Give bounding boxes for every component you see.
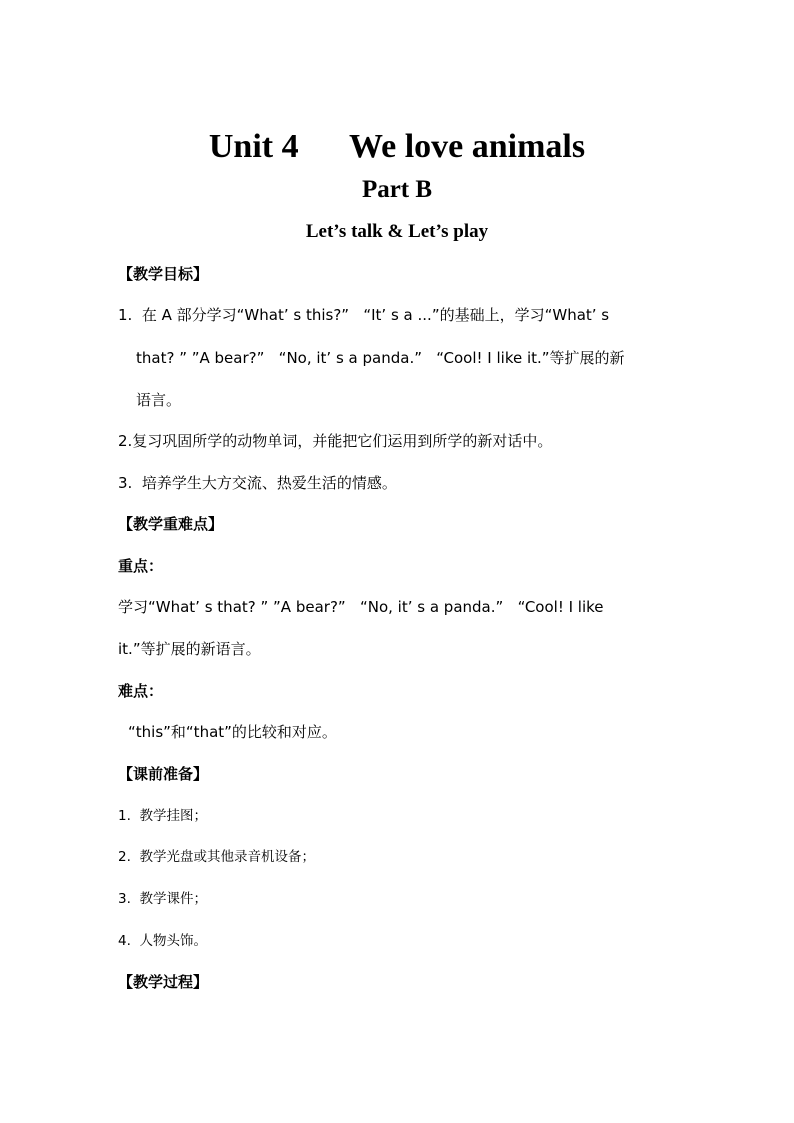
document-title: Unit 4 We love animals: [208, 128, 586, 165]
preparation-item: 4. 人物头饰。: [118, 933, 207, 949]
objective-1-line-1: 1. 在 A 部分学习“What’ s this?” “It’ s a ...”的基础上，学习“What’ s: [118, 306, 610, 324]
objective-1-line-3: 语言。: [136, 391, 182, 409]
key-points-heading: 【教学重难点】: [118, 515, 224, 533]
objective-1-line-2: that? ” ”A bear?” “No, it’ s a panda.” “Cool! I like it.”等扩展的新: [136, 349, 625, 367]
preparation-item: 3. 教学课件；: [118, 891, 207, 907]
objective-2: 2.复习巩固所学的动物单词，并能把它们运用到所学的新对话中。: [118, 432, 553, 450]
focus-label: 重点：: [118, 557, 164, 575]
objectives-heading: 【教学目标】: [118, 265, 209, 283]
process-heading: 【教学过程】: [118, 973, 209, 991]
difficulty-text: “this”和“that”的比较和对应。: [128, 723, 337, 741]
objective-3: 3. 培养学生大方交流、热爱生活的情感。: [118, 474, 397, 492]
preparation-item: 2. 教学光盘或其他录音机设备；: [118, 849, 315, 865]
part-title: Part B: [361, 176, 433, 203]
difficulty-label: 难点：: [118, 682, 164, 700]
lesson-subtitle: Let’s talk & Let’s play: [305, 221, 489, 242]
focus-line-2: it.”等扩展的新语言。: [118, 640, 261, 658]
focus-line-1: 学习“What’ s that? ” ”A bear?” “No, it’ s a panda.” “Cool! I like: [118, 598, 604, 616]
preparation-item: 1. 教学挂图；: [118, 808, 207, 824]
preparation-heading: 【课前准备】: [118, 765, 209, 783]
